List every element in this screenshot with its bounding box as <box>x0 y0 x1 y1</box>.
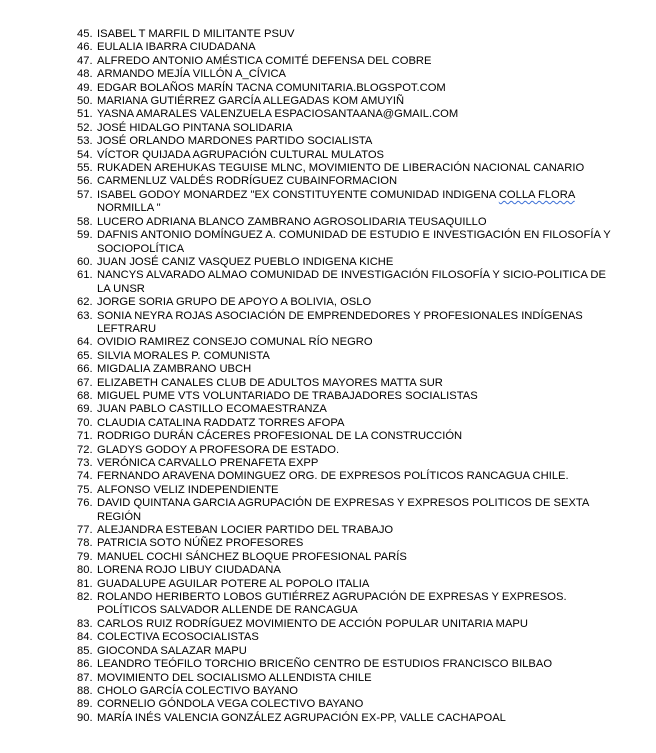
item-number: 78. <box>77 537 93 550</box>
list-item <box>77 336 622 349</box>
list-item <box>77 41 622 54</box>
item-text-part: NORMILLA " <box>97 202 161 215</box>
item-number: 63. <box>77 309 93 322</box>
item-number: 82. <box>77 591 93 604</box>
item-text: CHOLO GARCÍA COLECTIVO BAYANO <box>97 684 299 697</box>
item-text: EULALIA IBARRA CIUDADANA <box>97 41 256 54</box>
item-text: MANUEL COCHI SÁNCHEZ BLOQUE PROFESIONAL PARÍS <box>97 550 407 563</box>
item-number: 55. <box>77 162 93 175</box>
item-text: JUAN PABLO CASTILLO ECOMAESTRANZA <box>97 403 327 416</box>
item-number: 85. <box>77 644 93 657</box>
item-text: ROLANDO HERIBERTO LOBOS GUTIÉRREZ AGRUPACIÓN DE EXPRESAS Y EXPRESOS. POLÍTICOS SALVADOR ALLENDE DE RANCAGUA <box>97 591 567 617</box>
item-number: 47. <box>77 54 93 67</box>
list-item <box>77 108 622 121</box>
list-item <box>77 216 622 229</box>
item-text: NANCYS ALVARADO ALMAO COMUNIDAD DE INVESTIGACIÓN FILOSOFÍA Y SICIO-POLITICA DE LA UNSR <box>97 269 606 295</box>
spellcheck-underlined-text: COLLA FLORA <box>498 188 575 201</box>
item-text: YASNA AMARALES VALENZUELA ESPACIOSANTAANA@GMAIL.COM <box>97 108 459 121</box>
list-item <box>77 122 622 135</box>
list-item <box>77 537 622 550</box>
item-text: GLADYS GODOY A PROFESORA DE ESTADO. <box>97 443 340 456</box>
list-item <box>77 403 622 416</box>
item-number: 67. <box>77 376 93 389</box>
list-item <box>77 296 622 309</box>
item-number: 69. <box>77 403 93 416</box>
item-text: CARLOS RUIZ RODRÍGUEZ MOVIMIENTO DE ACCIÓN POPULAR UNITARIA MAPU <box>97 617 528 630</box>
list-item <box>77 591 622 618</box>
item-text: CORNELIO GÓNDOLA VEGA COLECTIVO BAYANO <box>97 698 364 711</box>
list-item <box>77 524 622 537</box>
item-number: 50. <box>77 95 93 108</box>
list-item <box>77 135 622 148</box>
item-number: 48. <box>77 68 93 81</box>
item-text: MOVIMIENTO DEL SOCIALISMO ALLENDISTA CHILE <box>97 671 372 684</box>
item-text: VERÓNICA CARVALLO PRENAFETA EXPP <box>97 457 319 469</box>
list-item <box>77 28 622 41</box>
item-number: 57. <box>77 188 93 201</box>
list-item <box>77 698 622 711</box>
item-text: RUKADEN AREHUKAS TEGUISE MLNC, MOVIMIENTO DE LIBERACIÓN NACIONAL CANARIO <box>97 162 585 175</box>
list-item <box>77 430 622 443</box>
item-text: CARMENLUZ VALDÉS RODRÍGUEZ CUBAINFORMACION <box>97 175 398 188</box>
list-item <box>77 564 622 577</box>
item-number: 72. <box>77 443 93 456</box>
item-text: OVIDIO RAMIREZ CONSEJO COMUNAL RÍO NEGRO <box>97 336 373 349</box>
item-text: GUADALUPE AGUILAR POTERE AL POPOLO ITALIA <box>97 577 370 590</box>
item-number: 52. <box>77 121 93 134</box>
item-text <box>97 189 622 216</box>
item-number: 45. <box>77 28 93 40</box>
list-item <box>77 377 622 390</box>
item-text: COLECTIVA ECOSOCIALISTAS <box>97 631 259 644</box>
item-text: MIGUEL PUME VTS VOLUNTARIADO DE TRABAJADORES SOCIALISTAS <box>97 389 478 402</box>
item-text: JOSÉ HIDALGO PINTANA SOLIDARIA <box>97 121 293 134</box>
item-number: 75. <box>77 483 93 496</box>
item-number: 60. <box>77 255 93 268</box>
item-number: 79. <box>77 550 93 563</box>
item-text: JUAN JOSÉ CANIZ VASQUEZ PUEBLO INDIGENA KICHE <box>97 255 394 268</box>
list-item <box>77 712 622 725</box>
item-number: 87. <box>77 671 93 684</box>
list-item <box>77 149 622 162</box>
item-text: LEANDRO TEÓFILO TORCHIO BRICEÑO CENTRO DE ESTUDIOS FRANCISCO BILBAO <box>97 658 553 671</box>
item-text: ISABEL T MARFIL D MILITANTE PSUV <box>97 28 295 40</box>
item-number: 84. <box>77 631 93 644</box>
list-item <box>77 229 622 256</box>
list-item <box>77 363 622 376</box>
item-number: 86. <box>77 658 93 671</box>
item-number: 68. <box>77 389 93 402</box>
list-item <box>77 350 622 363</box>
list-item <box>77 672 622 685</box>
list-item <box>77 162 622 175</box>
item-text-part: ISABEL GODOY MONARDEZ "EX CONSTITUYENTE COMUNIDAD INDIGENA <box>97 188 499 201</box>
item-number: 71. <box>77 430 93 443</box>
item-text: CLAUDIA CATALINA RADDATZ TORRES AFOPA <box>97 416 345 429</box>
item-text: LORENA ROJO LIBUY CIUDADANA <box>97 564 281 577</box>
item-text: SILVIA MORALES P. COMUNISTA <box>97 349 270 362</box>
item-text: EDGAR BOLAÑOS MARÍN TACNA COMUNITARIA.BLOGSPOT.COM <box>97 81 446 94</box>
item-number: 76. <box>77 497 93 510</box>
list-item <box>77 645 622 658</box>
list-item <box>77 68 622 81</box>
item-text: MARIANA GUTIÉRREZ GARCÍA ALLEGADAS KOM AMUYIÑ <box>97 95 405 108</box>
item-number: 89. <box>77 698 93 711</box>
list-item <box>77 470 622 483</box>
item-number: 74. <box>77 470 93 483</box>
list-item <box>77 497 622 524</box>
list-item <box>77 175 622 188</box>
item-number: 80. <box>77 564 93 577</box>
item-text: MARÍA INÉS VALENCIA GONZÁLEZ AGRUPACIÓN EX-PP, VALLE CACHAPOAL <box>97 711 506 724</box>
item-number: 83. <box>77 617 93 630</box>
item-text: FERNANDO ARAVENA DOMINGUEZ ORG. DE EXPRESOS POLÍTICOS RANCAGUA CHILE. <box>97 470 569 483</box>
item-number: 46. <box>77 41 93 54</box>
item-number: 54. <box>77 148 93 161</box>
item-number: 58. <box>77 215 93 228</box>
item-text: DAVID QUINTANA GARCIA AGRUPACIÓN DE EXPRESAS Y EXPRESOS POLITICOS DE SEXTA REGIÓN <box>97 497 589 523</box>
list-item <box>77 658 622 671</box>
list-item <box>77 484 622 497</box>
item-number: 90. <box>77 711 93 724</box>
item-number: 61. <box>77 269 93 282</box>
list-item <box>77 82 622 95</box>
item-text: JORGE SORIA GRUPO DE APOYO A BOLIVIA, OSLO <box>97 296 372 309</box>
item-text: SONIA NEYRA ROJAS ASOCIACIÓN DE EMPRENDEDORES Y PROFESIONALES INDÍGENAS LEFTRARU <box>97 309 583 335</box>
item-text: ALFONSO VELIZ INDEPENDIENTE <box>97 483 279 496</box>
item-text: VÍCTOR QUIJADA AGRUPACIÓN CULTURAL MULATOS <box>97 148 384 161</box>
item-number: 77. <box>77 524 93 537</box>
item-number: 88. <box>77 684 93 697</box>
item-number: 70. <box>77 416 93 429</box>
list-item <box>77 417 622 430</box>
list-item <box>77 390 622 403</box>
item-number: 53. <box>77 135 93 148</box>
item-number: 49. <box>77 81 93 94</box>
item-number: 65. <box>77 349 93 362</box>
list-item <box>77 551 622 564</box>
list-item <box>77 457 622 470</box>
item-text: GIOCONDA SALAZAR MAPU <box>97 644 247 657</box>
item-text: LUCERO ADRIANA BLANCO ZAMBRANO AGROSOLIDARIA TEUSAQUILLO <box>97 215 487 228</box>
item-text: ARMANDO MEJÍA VILLÓN A_CÍVICA <box>97 68 286 81</box>
list-item <box>77 95 622 108</box>
item-number: 81. <box>77 577 93 590</box>
item-text: ALFREDO ANTONIO AMÉSTICA COMITÉ DEFENSA DEL COBRE <box>97 54 432 67</box>
item-number: 66. <box>77 363 93 376</box>
item-text: MIGDALIA ZAMBRANO UBCH <box>97 363 252 376</box>
list-item <box>77 189 622 216</box>
item-text: ALEJANDRA ESTEBAN LOCIER PARTIDO DEL TRABAJO <box>97 524 394 537</box>
item-number: 59. <box>77 229 93 242</box>
list-item <box>77 631 622 644</box>
signatories-list <box>77 28 622 725</box>
list-item <box>77 256 622 269</box>
list-item <box>77 269 622 296</box>
list-item <box>77 685 622 698</box>
item-text: JOSÉ ORLANDO MARDONES PARTIDO SOCIALISTA <box>97 135 373 148</box>
list-item <box>77 55 622 68</box>
item-number: 56. <box>77 175 93 188</box>
item-number: 62. <box>77 296 93 309</box>
list-item <box>77 578 622 591</box>
item-text: PATRICIA SOTO NÚÑEZ PROFESORES <box>97 537 304 550</box>
list-item <box>77 444 622 457</box>
item-text: DAFNIS ANTONIO DOMÍNGUEZ A. COMUNIDAD DE ESTUDIO E INVESTIGACIÓN EN FILOSOFÍA Y SOCIOPOLÍTICA <box>97 229 611 255</box>
list-item <box>77 310 622 337</box>
list-item <box>77 618 622 631</box>
item-text: RODRIGO DURÁN CÁCERES PROFESIONAL DE LA CONSTRUCCIÓN <box>97 430 463 443</box>
item-text: ELIZABETH CANALES CLUB DE ADULTOS MAYORES MATTA SUR <box>97 376 443 389</box>
item-number: 73. <box>77 457 93 469</box>
item-number: 51. <box>77 108 93 121</box>
item-number: 64. <box>77 336 93 349</box>
